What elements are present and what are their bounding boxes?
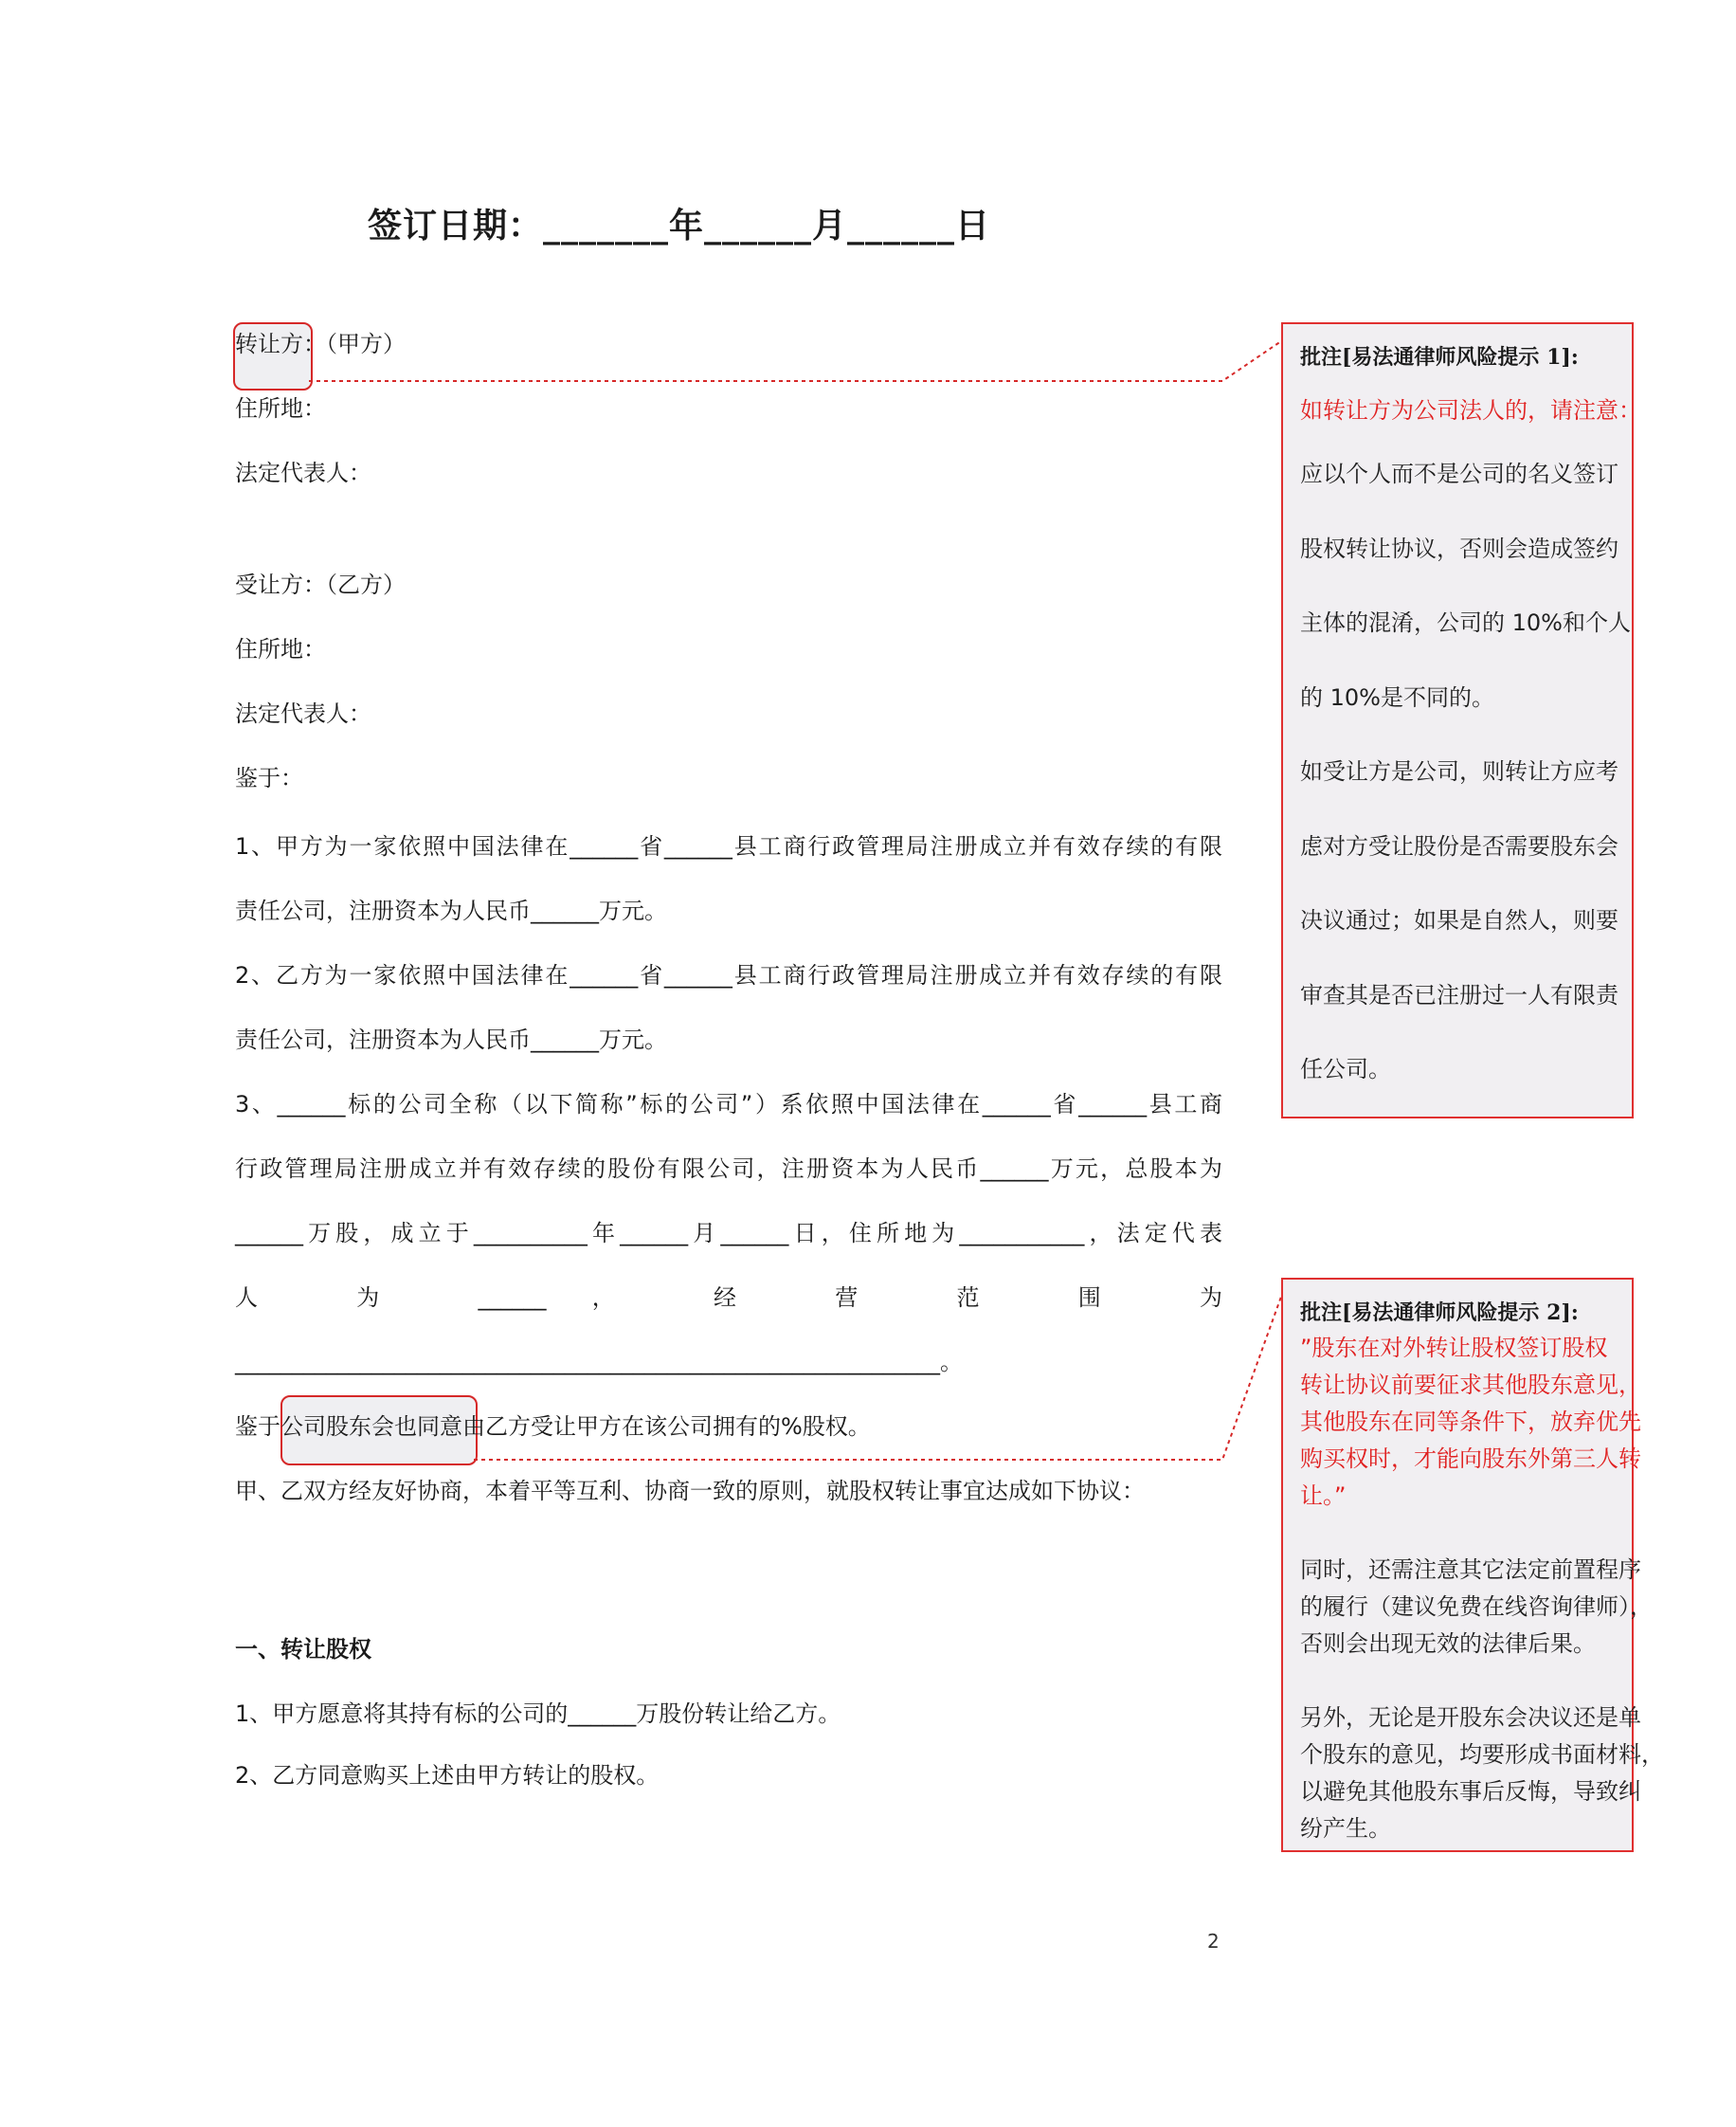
item1-line2: 责任公司，注册资本为人民币______万元。: [235, 898, 667, 924]
item3-line5: ______________________________________________________________。: [235, 1349, 963, 1375]
negotiation-line: 甲、乙双方经友好协商，本着平等互利、协商一致的原则，就股权转让事宜达成如下协议：: [235, 1478, 1145, 1504]
comment2-line: 的履行（建议免费在线咨询律师），: [1300, 1593, 1653, 1620]
comment2-line: 纷产生。: [1300, 1815, 1391, 1842]
section1-title: 一、转让股权: [235, 1636, 371, 1663]
comment2-line: 个股东的意见，均要形成书面材料，: [1300, 1741, 1664, 1768]
item3-line2: 行政管理局注册成立并有效存续的股份有限公司，注册资本为人民币______万元，总股本为: [235, 1155, 1222, 1182]
transferor-address: 住所地：: [235, 395, 326, 422]
consent-line: [235, 1408, 871, 1441]
section1-item1: 1、甲方愿意将其持有标的公司的______万股份转让给乙方。: [235, 1700, 841, 1727]
item2-line1: 2、乙方为一家依照中国法律在______省______县工商行政管理局注册成立并有效存续的有限: [235, 962, 1222, 989]
comment1-body: [1300, 384, 1641, 1107]
transferor-label: 转让方: [235, 331, 303, 357]
comment1-line: 应以个人而不是公司的名义签订: [1300, 461, 1618, 487]
comment2-line: 转让协议前要征求其他股东意见，: [1300, 1372, 1641, 1398]
item3-line4: 人 为 ______， 经 营 范 围 为: [235, 1284, 1222, 1311]
consent-highlight: 公司股东会也同意: [280, 1413, 462, 1440]
comment2-line: 同时，还需注意其它法定前置程序: [1300, 1556, 1641, 1583]
item3-line1: 3、______标的公司全称（以下简称”标的公司”）系依照中国法律在______省______县工商: [235, 1091, 1222, 1118]
sign-date-line: 签订日期：_______年______月______日: [368, 207, 991, 245]
comment1-line: 如受让方是公司，则转让方应考: [1300, 758, 1618, 785]
item3-line3: ______万股，成立于__________年______月______日，住所地为___________，法定代表: [235, 1220, 1222, 1246]
comment1-title: 批注[易法通律师风险提示 1]:: [1300, 345, 1579, 370]
comment2-line: 否则会出现无效的法律后果。: [1300, 1630, 1596, 1657]
comment2-title: 批注[易法通律师风险提示 2]:: [1300, 1300, 1579, 1325]
comment1-line: 股权转让协议，否则会造成签约: [1300, 535, 1618, 562]
comment1-line: 任公司。: [1300, 1056, 1391, 1082]
item2-line2: 责任公司，注册资本为人民币______万元。: [235, 1027, 667, 1053]
comment1-line: 决议通过；如果是自然人，则要: [1300, 907, 1618, 934]
comment2-line: 以避免其他股东事后反悔，导致纠: [1300, 1778, 1641, 1805]
item1-line1: 1、甲方为一家依照中国法律在______省______县工商行政管理局注册成立并有效存续的有限: [235, 833, 1222, 860]
comment1-line: 如转让方为公司法人的，请注意：: [1300, 397, 1641, 424]
consent-suffix: 由乙方受让甲方在该公司拥有的%股权。: [462, 1413, 871, 1440]
consent-prefix: 鉴于: [235, 1413, 280, 1440]
transferor-legal-rep: 法定代表人：: [235, 460, 371, 486]
comment-box-2[interactable]: [1281, 1278, 1664, 1852]
section1-item2: 2、乙方同意购买上述由甲方转让的股权。: [235, 1762, 660, 1789]
comment1-line: 审查其是否已注册过一人有限责: [1300, 981, 1618, 1009]
comment2-line: 让。”: [1300, 1482, 1347, 1509]
comment2-line: 另外，无论是开股东会决议还是单: [1300, 1704, 1641, 1731]
transferor-line: [235, 325, 406, 358]
comment-box-1[interactable]: [1281, 322, 1641, 1118]
comment2-line: 其他股东在同等条件下，放弃优先: [1300, 1409, 1641, 1435]
page-number: 2: [1207, 1930, 1220, 1953]
transferee-line: 受让方：（乙方）: [235, 572, 406, 598]
transferee-address: 住所地：: [235, 636, 326, 663]
whereas-label: 鉴于：: [235, 765, 303, 791]
comment1-line: 虑对方受让股份是否需要股东会: [1300, 832, 1618, 860]
comment2-body: [1300, 1330, 1664, 1847]
comment1-line: 的 10%是不同的。: [1300, 683, 1494, 711]
transferee-legal-rep: 法定代表人：: [235, 700, 371, 727]
transferor-suffix: ：（甲方）: [303, 331, 406, 357]
comment2-line: ”股东在对外转让股权签订股权: [1300, 1335, 1608, 1361]
comment2-line: 购买权时，才能向股东外第三人转: [1300, 1445, 1641, 1472]
comment1-line: 主体的混淆，公司的 10%和个人: [1300, 609, 1631, 636]
